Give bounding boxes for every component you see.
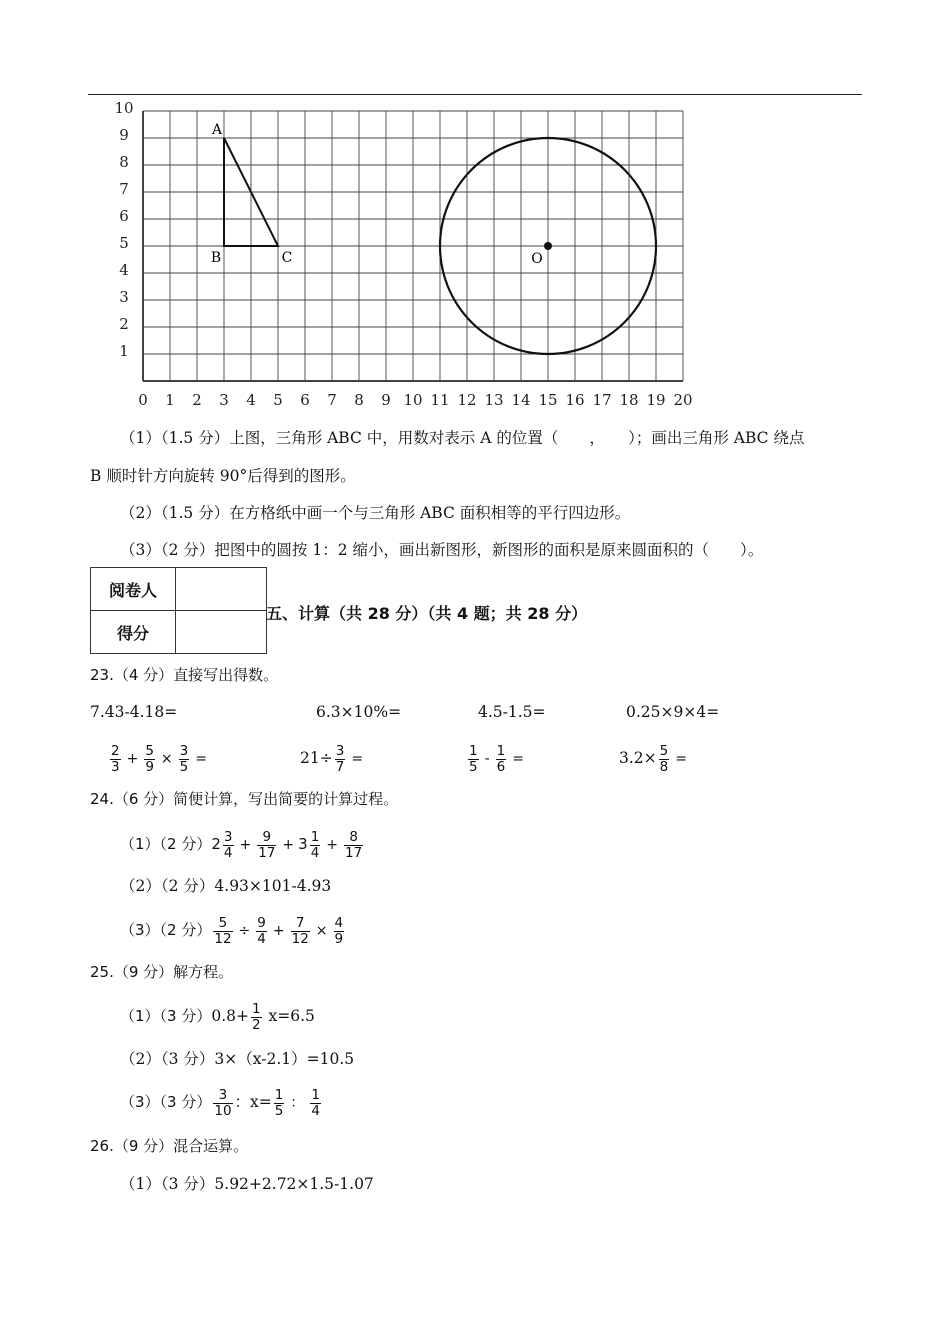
y-axis-tick-label: 4 <box>119 261 129 279</box>
operator: + <box>272 923 285 939</box>
q23-expr8 <box>619 742 691 775</box>
denominator: 9 <box>145 758 154 775</box>
x-axis-tick-label: 6 <box>300 391 310 409</box>
score-box[interactable] <box>176 611 267 654</box>
x-axis-tick-label: 0 <box>138 391 148 409</box>
denominator: 6 <box>496 758 506 775</box>
ratio-separator: ： <box>290 1095 305 1111</box>
point-b-label: B <box>210 250 222 266</box>
denominator: 12 <box>291 930 309 947</box>
fraction <box>291 916 310 947</box>
equals-sign: = <box>675 751 687 767</box>
operator: ÷ <box>238 923 251 939</box>
q23-expr5 <box>108 742 211 775</box>
x-axis-tick-label: 1 <box>165 391 175 409</box>
numerator: 4 <box>334 914 344 931</box>
denominator: 4 <box>311 1102 320 1119</box>
operator: + <box>282 837 295 853</box>
part-label: （1）（2 分） <box>120 835 212 853</box>
y-axis-tick-label: 2 <box>119 315 129 333</box>
q24-part3 <box>120 914 346 947</box>
x-axis-tick-label: 11 <box>430 391 450 409</box>
x-axis-tick-label: 5 <box>273 391 283 409</box>
denominator: 4 <box>257 930 266 947</box>
denominator: 17 <box>345 844 363 861</box>
numerator: 5 <box>213 916 232 932</box>
fraction <box>213 916 232 947</box>
q22-part1-line2: B 顺时针方向旋转 90°后得到的图形。 <box>90 467 356 485</box>
numerator: 1 <box>469 742 478 759</box>
equals-sign: = <box>512 751 524 767</box>
numerator: 9 <box>257 830 276 846</box>
x-axis-tick-label: 3 <box>219 391 229 409</box>
denominator: 8 <box>659 758 669 775</box>
denominator: 5 <box>179 758 189 775</box>
denominator: 5 <box>469 758 478 775</box>
fraction <box>223 830 234 861</box>
q25-part2: （2）（3 分）3×（x-2.1）=10.5 <box>120 1050 355 1068</box>
x-axis-tick-label: 7 <box>327 391 337 409</box>
operator: × <box>315 923 328 939</box>
numerator: 5 <box>145 742 154 759</box>
x-axis-tick-label: 12 <box>457 391 477 409</box>
x-axis-tick-label: 13 <box>484 391 504 409</box>
fraction <box>468 744 479 775</box>
x-axis-tick-label: 17 <box>592 391 612 409</box>
expr-middle: ：x= <box>234 1093 272 1111</box>
q24-part2: （2）（2 分）4.93×101-4.93 <box>120 877 332 895</box>
operator: × <box>160 751 173 767</box>
expr-prefix: 21÷ <box>300 749 333 767</box>
q22-part3: （3）（2 分）把图中的圆按 1：2 缩小，画出新图形，新图形的面积是原来圆面积的（ ）。 <box>120 541 764 559</box>
q25-part3 <box>120 1086 323 1119</box>
circle-center-label: O <box>531 251 543 267</box>
score-label: 得分 <box>91 611 176 654</box>
numerator: 7 <box>291 916 310 932</box>
circle-center-dot <box>544 242 552 250</box>
fraction <box>496 744 507 775</box>
y-axis-tick-label: 3 <box>119 288 129 306</box>
x-axis-tick-label: 2 <box>192 391 202 409</box>
q24-title: 24.（6 分）简便计算，写出简要的计算过程。 <box>90 790 399 808</box>
operator: + <box>126 751 139 767</box>
y-axis-tick-label: 7 <box>119 180 129 198</box>
q23-expr6 <box>300 742 367 775</box>
y-axis-tick-label: 10 <box>114 100 134 117</box>
x-axis-tick-label: 14 <box>511 391 531 409</box>
y-axis-tick-label: 1 <box>119 342 129 360</box>
expr-prefix: 3.2× <box>619 749 657 767</box>
q25-part1 <box>120 1000 315 1033</box>
reviewer-box[interactable] <box>176 568 267 611</box>
denominator: 2 <box>252 1016 261 1033</box>
fraction <box>310 830 321 861</box>
operator: + <box>326 837 339 853</box>
fraction <box>110 744 121 775</box>
fraction <box>274 1088 285 1119</box>
equals-sign: = <box>195 751 207 767</box>
operator: + <box>239 837 252 853</box>
numerator: 1 <box>252 1000 261 1017</box>
fraction <box>310 1088 321 1119</box>
q26-title: 26.（9 分）混合运算。 <box>90 1137 249 1155</box>
fraction <box>257 830 276 861</box>
numerator: 8 <box>344 830 363 846</box>
numerator: 3 <box>223 828 233 845</box>
numerator: 1 <box>274 1086 284 1103</box>
numerator: 9 <box>257 914 266 931</box>
y-axis-tick-label: 8 <box>119 153 129 171</box>
denominator: 4 <box>310 844 320 861</box>
fraction <box>213 1088 232 1119</box>
numerator: 1 <box>311 1086 320 1103</box>
x-axis-tick-label: 18 <box>619 391 639 409</box>
operator: - <box>484 751 490 767</box>
q23-expr2: 6.3×10%= <box>316 703 402 721</box>
denominator: 5 <box>274 1102 284 1119</box>
denominator: 7 <box>335 758 345 775</box>
q22-part2: （2）（1.5 分）在方格纸中画一个与三角形 ABC 面积相等的平行四边形。 <box>120 504 631 522</box>
y-axis-tick-label: 5 <box>119 234 129 252</box>
coordinate-grid-figure <box>110 100 710 412</box>
x-axis-tick-label: 16 <box>565 391 585 409</box>
numerator: 3 <box>213 1088 232 1104</box>
point-c-label: C <box>281 250 293 266</box>
fraction <box>179 744 190 775</box>
q23-expr7 <box>466 742 528 775</box>
part-label: （3）（2 分） <box>120 921 212 939</box>
fraction <box>144 744 155 775</box>
q23-expr1: 7.43-4.18= <box>90 703 178 721</box>
numerator: 2 <box>111 742 120 759</box>
part-label: （1）（3 分） <box>120 1007 212 1025</box>
q26-part1: （1）（3 分）5.92+2.72×1.5-1.07 <box>120 1175 374 1193</box>
q23-title: 23.（4 分）直接写出得数。 <box>90 666 279 684</box>
q23-expr4: 0.25×9×4= <box>626 703 720 721</box>
x-axis-tick-label: 9 <box>381 391 391 409</box>
denominator: 9 <box>334 930 344 947</box>
numerator: 1 <box>496 742 506 759</box>
fraction <box>256 916 267 947</box>
x-axis-tick-label: 4 <box>246 391 256 409</box>
denominator: 3 <box>111 758 120 775</box>
fraction <box>335 744 346 775</box>
x-axis-tick-label: 8 <box>354 391 364 409</box>
numerator: 1 <box>310 828 320 845</box>
point-a-label: A <box>211 122 223 138</box>
section-title: 五、计算（共 28 分）（共 4 题；共 28 分） <box>266 604 588 623</box>
whole-number: 2 <box>211 835 221 853</box>
y-axis-tick-label: 6 <box>119 207 129 225</box>
x-axis-tick-label: 10 <box>403 391 423 409</box>
fraction <box>344 830 363 861</box>
y-axis-tick-label: 9 <box>119 126 129 144</box>
score-table <box>90 567 267 654</box>
x-axis-tick-label: 15 <box>538 391 558 409</box>
expr-prefix: 0.8+ <box>211 1007 249 1025</box>
whole-number: 3 <box>298 835 308 853</box>
q25-title: 25.（9 分）解方程。 <box>90 963 234 981</box>
denominator: 12 <box>214 930 232 947</box>
q24-part1 <box>120 828 365 861</box>
denominator: 10 <box>214 1102 232 1119</box>
fraction <box>659 744 670 775</box>
reviewer-label: 阅卷人 <box>91 568 176 611</box>
fraction <box>251 1002 262 1033</box>
q23-expr3: 4.5-1.5= <box>478 703 546 721</box>
part-label: （3）（3 分） <box>120 1093 212 1111</box>
numerator: 3 <box>179 742 189 759</box>
expr-suffix: x=6.5 <box>268 1007 315 1025</box>
denominator: 4 <box>223 844 233 861</box>
header-rule <box>88 94 862 95</box>
numerator: 3 <box>335 742 345 759</box>
equals-sign: = <box>351 751 364 767</box>
x-axis-tick-label: 19 <box>646 391 666 409</box>
numerator: 5 <box>659 742 669 759</box>
denominator: 17 <box>258 844 276 861</box>
fraction <box>334 916 345 947</box>
x-axis-tick-label: 20 <box>673 391 693 409</box>
q22-part1-line1: （1）（1.5 分）上图，三角形 ABC 中，用数对表示 A 的位置（ ， ）；画出三角形 ABC 绕点 <box>120 429 805 447</box>
